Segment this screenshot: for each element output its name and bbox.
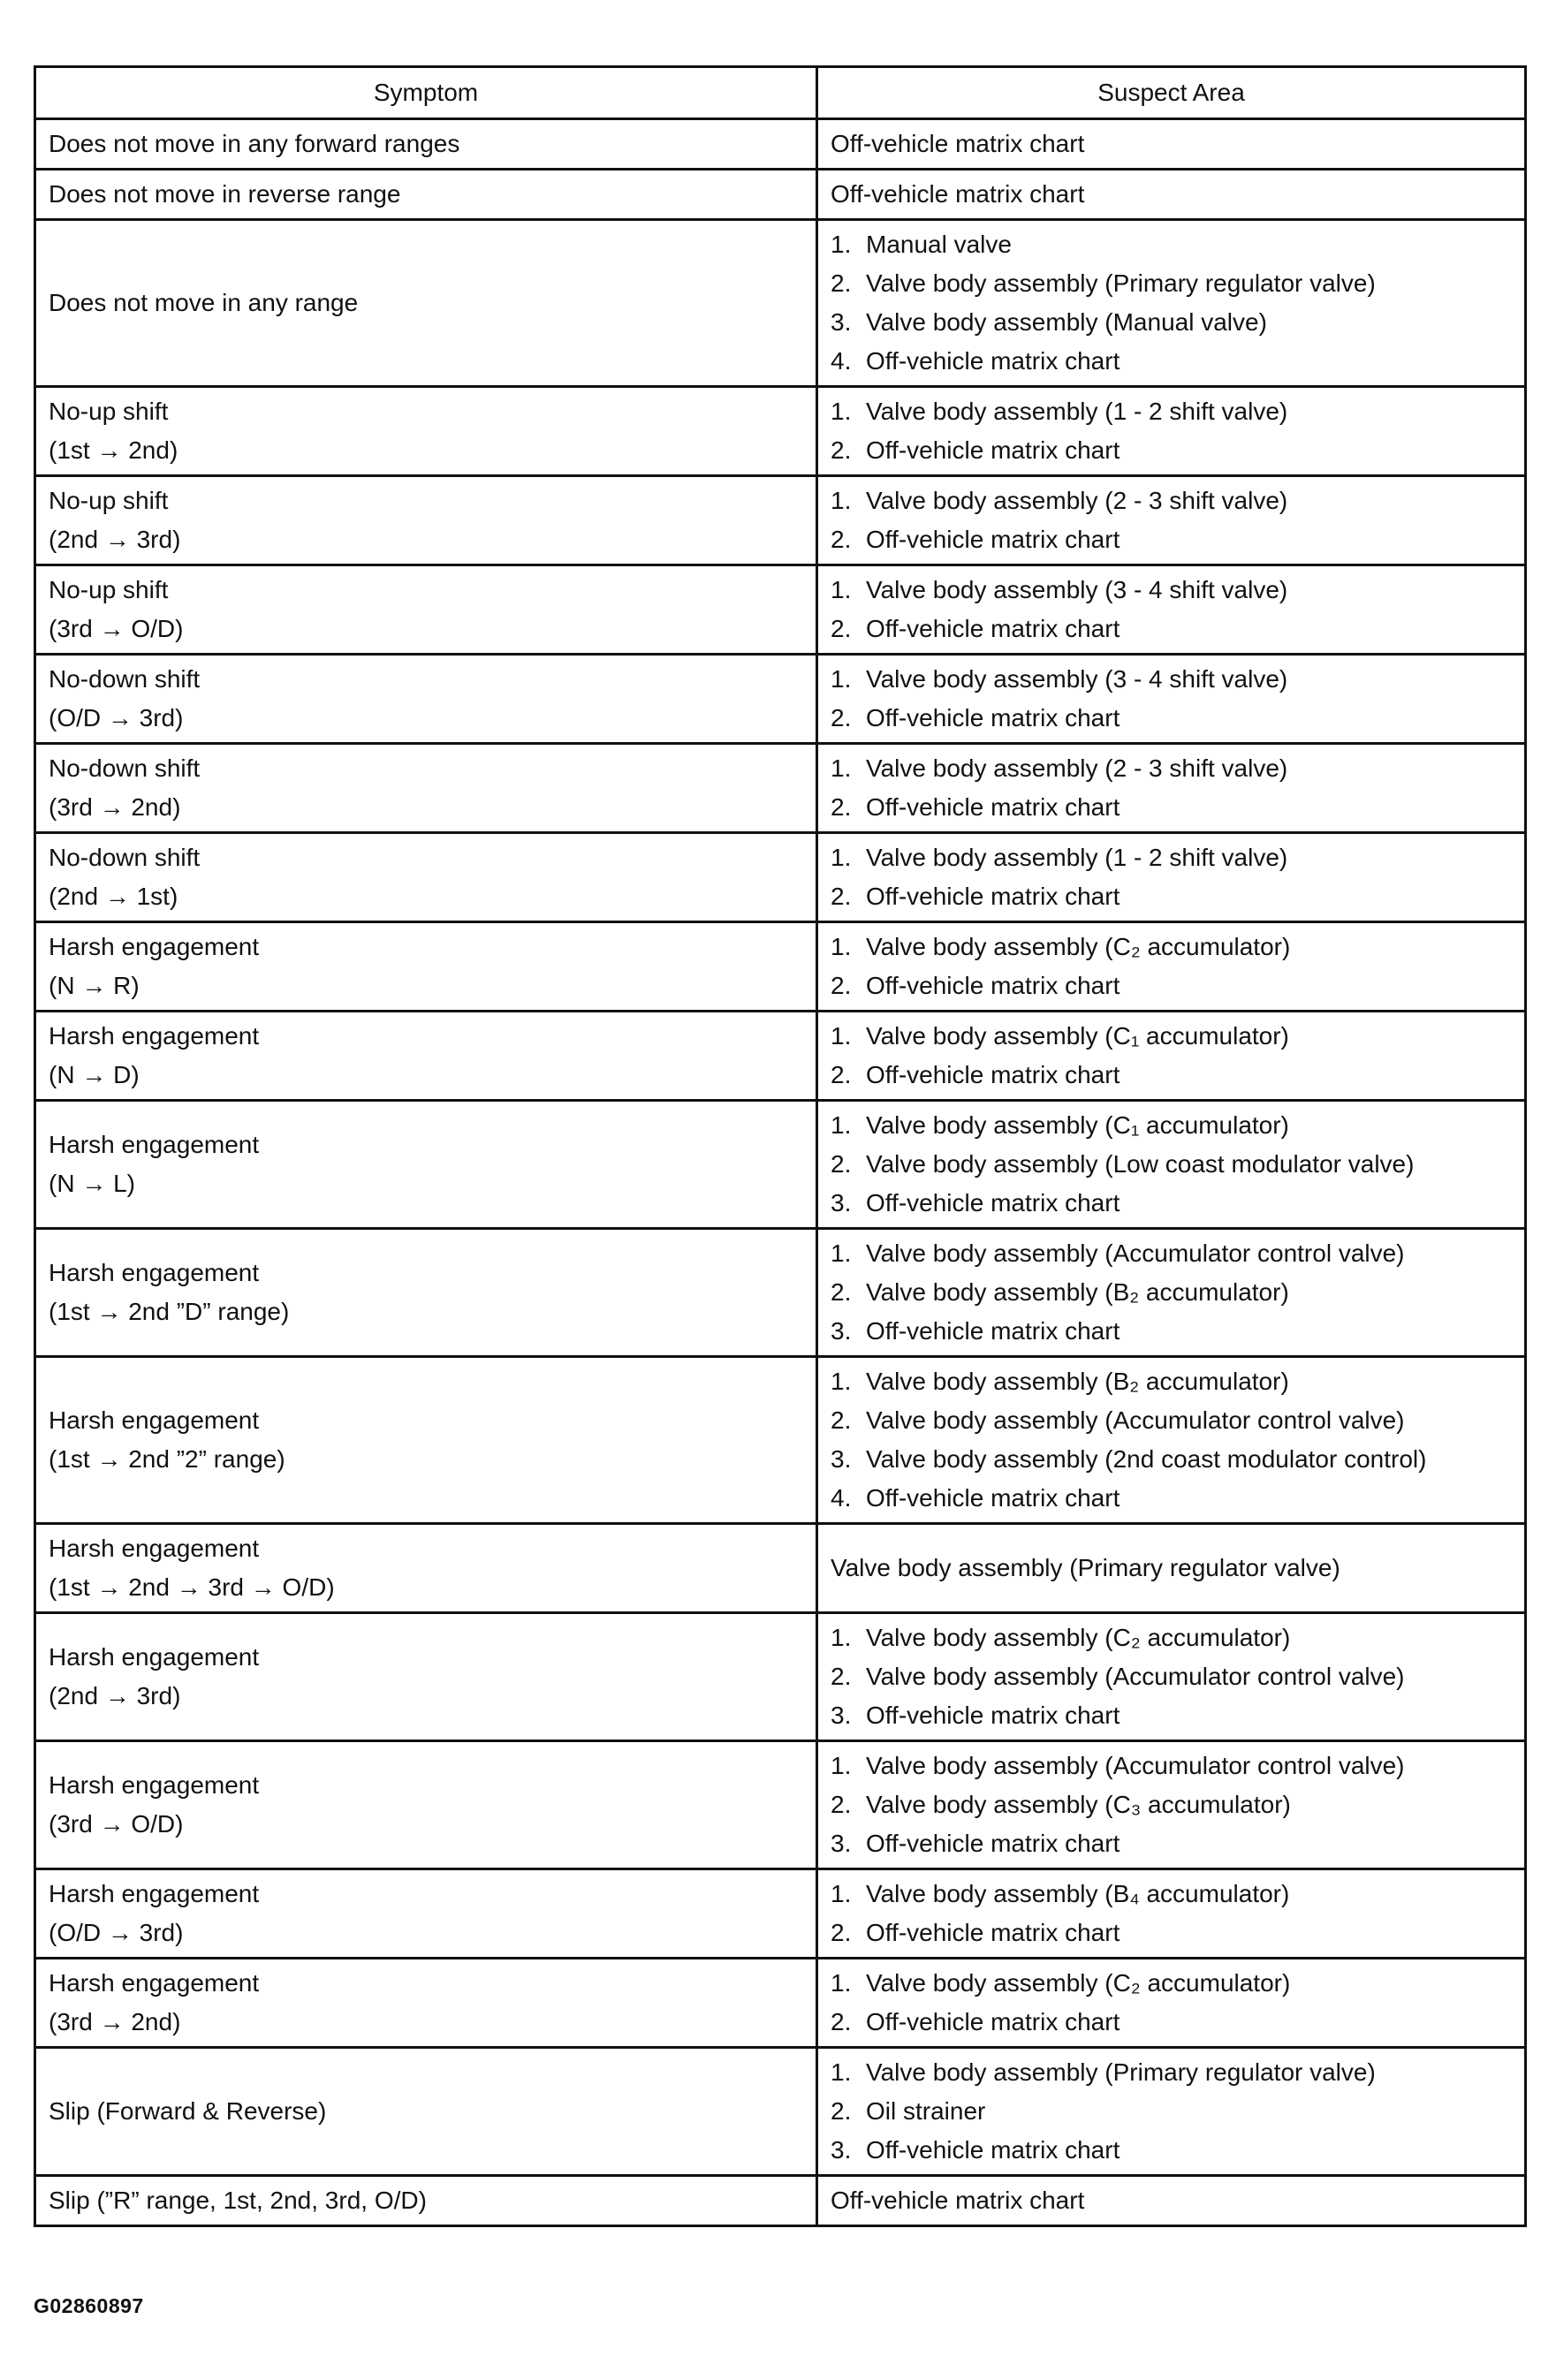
suspect-area-item xyxy=(831,1106,1512,1145)
suspect-area-text: Valve body assembly (B₄ accumulator) xyxy=(866,1880,1290,1907)
suspect-area-text: Off-vehicle matrix chart xyxy=(866,2136,1120,2164)
table-row xyxy=(35,1012,1526,1101)
suspect-area-text: Valve body assembly (Accumulator control valve) xyxy=(866,1663,1405,1690)
table-row xyxy=(35,1524,1526,1613)
symptom-text: Harsh engagement xyxy=(49,1131,260,1158)
symptom-text: (O/D → 3rd) xyxy=(49,1919,184,1946)
suspect-area-text: Valve body assembly (Low coast modulator valve) xyxy=(866,1150,1415,1178)
symptom-text: Harsh engagement xyxy=(49,1022,260,1050)
suspect-area-cell xyxy=(817,655,1526,744)
suspect-area-item xyxy=(831,610,1512,648)
suspect-area-text: Valve body assembly (2 - 3 shift valve) xyxy=(866,487,1288,514)
suspect-area-text: Valve body assembly (C₁ accumulator) xyxy=(866,1111,1289,1139)
symptom-text: No-down shift xyxy=(49,754,201,782)
item-number: 2. xyxy=(831,1150,852,1178)
symptom-text: Harsh engagement xyxy=(49,1969,260,1997)
table-row xyxy=(35,1357,1526,1524)
suspect-area-cell xyxy=(817,1741,1526,1869)
symptom-text: Does not move in reverse range xyxy=(49,180,401,208)
suspect-area-item xyxy=(831,877,1512,916)
suspect-area-cell xyxy=(817,170,1526,220)
item-number: 1. xyxy=(831,398,852,425)
suspect-area-item xyxy=(831,1362,1512,1401)
suspect-area-cell xyxy=(817,1959,1526,2048)
item-number: 1. xyxy=(831,933,852,960)
suspect-area-text: Off-vehicle matrix chart xyxy=(866,1484,1120,1512)
suspect-area-text: Valve body assembly (C₂ accumulator) xyxy=(866,1624,1291,1651)
symptom-text: Harsh engagement xyxy=(49,1771,260,1799)
symptom-cell xyxy=(35,565,817,655)
item-number: 3. xyxy=(831,1702,852,1729)
table-row xyxy=(35,565,1526,655)
item-number: 2. xyxy=(831,2097,852,2125)
suspect-area-text: Off-vehicle matrix chart xyxy=(866,347,1120,375)
item-number: 1. xyxy=(831,754,852,782)
item-number: 1. xyxy=(831,1752,852,1779)
item-number: 2. xyxy=(831,1663,852,1690)
symptom-text: (1st → 2nd) xyxy=(49,436,178,464)
troubleshooting-table xyxy=(34,65,1527,2227)
suspect-area-item xyxy=(831,392,1512,431)
item-number: 1. xyxy=(831,1111,852,1139)
suspect-area-item xyxy=(831,1056,1512,1095)
item-number: 3. xyxy=(831,1317,852,1345)
suspect-area-item xyxy=(831,2181,1512,2220)
symptom-cell xyxy=(35,1357,817,1524)
suspect-area-text: Manual valve xyxy=(866,231,1012,258)
suspect-area-item xyxy=(831,1914,1512,1952)
suspect-area-item xyxy=(831,342,1512,381)
suspect-area-cell xyxy=(817,565,1526,655)
suspect-area-text: Valve body assembly (2 - 3 shift valve) xyxy=(866,754,1288,782)
table-row xyxy=(35,2176,1526,2226)
suspect-area-item xyxy=(831,571,1512,610)
suspect-area-text: Valve body assembly (B₂ accumulator) xyxy=(866,1278,1289,1306)
suspect-area-text: Off-vehicle matrix chart xyxy=(831,180,1085,208)
suspect-area-text: Off-vehicle matrix chart xyxy=(866,883,1120,910)
item-number: 2. xyxy=(831,793,852,821)
suspect-area-text: Off-vehicle matrix chart xyxy=(866,1061,1120,1088)
item-number: 1. xyxy=(831,1368,852,1395)
suspect-area-item xyxy=(831,1747,1512,1785)
suspect-area-item xyxy=(831,1312,1512,1351)
item-number: 2. xyxy=(831,704,852,731)
suspect-area-item xyxy=(831,481,1512,520)
symptom-text: (3rd → O/D) xyxy=(49,615,184,642)
symptom-cell xyxy=(35,1613,817,1741)
item-number: 1. xyxy=(831,2058,852,2086)
item-number: 1. xyxy=(831,1624,852,1651)
suspect-area-cell xyxy=(817,1012,1526,1101)
suspect-area-cell xyxy=(817,387,1526,476)
item-number: 1. xyxy=(831,665,852,693)
symptom-cell xyxy=(35,476,817,565)
item-number: 2. xyxy=(831,526,852,553)
suspect-area-cell xyxy=(817,119,1526,170)
item-number: 2. xyxy=(831,436,852,464)
suspect-area-text: Off-vehicle matrix chart xyxy=(866,615,1120,642)
suspect-area-cell xyxy=(817,1101,1526,1229)
item-number: 2. xyxy=(831,269,852,297)
symptom-cell xyxy=(35,1229,817,1357)
suspect-area-text: Valve body assembly (1 - 2 shift valve) xyxy=(866,844,1288,871)
item-number: 1. xyxy=(831,576,852,603)
suspect-area-text: Valve body assembly (2nd coast modulator control) xyxy=(866,1445,1427,1473)
suspect-area-item xyxy=(831,431,1512,470)
symptom-text: Does not move in any range xyxy=(49,289,359,316)
suspect-area-item xyxy=(831,1234,1512,1273)
table-row xyxy=(35,220,1526,387)
symptom-text: (1st → 2nd ”D” range) xyxy=(49,1298,290,1325)
item-number: 4. xyxy=(831,1484,852,1512)
symptom-text: Harsh engagement xyxy=(49,1406,260,1434)
suspect-area-cell xyxy=(817,2048,1526,2176)
suspect-area-text: Valve body assembly (Accumulator control valve) xyxy=(866,1239,1405,1267)
suspect-area-text: Valve body assembly (Accumulator control valve) xyxy=(866,1752,1405,1779)
suspect-area-text: Off-vehicle matrix chart xyxy=(831,130,1085,157)
symptom-text: No-up shift xyxy=(49,398,169,425)
suspect-area-item xyxy=(831,699,1512,738)
item-number: 2. xyxy=(831,1406,852,1434)
symptom-cell xyxy=(35,744,817,833)
suspect-area-cell xyxy=(817,1524,1526,1613)
symptom-cell xyxy=(35,833,817,922)
table-row xyxy=(35,1959,1526,2048)
suspect-area-item xyxy=(831,1696,1512,1735)
suspect-area-cell xyxy=(817,744,1526,833)
suspect-area-item xyxy=(831,1657,1512,1696)
item-number: 1. xyxy=(831,1880,852,1907)
symptom-text: Slip (”R” range, 1st, 2nd, 3rd, O/D) xyxy=(49,2187,427,2214)
item-number: 2. xyxy=(831,2008,852,2035)
symptom-text: (3rd → 2nd) xyxy=(49,793,181,821)
table-row xyxy=(35,833,1526,922)
suspect-area-item xyxy=(831,1401,1512,1440)
item-number: 2. xyxy=(831,1919,852,1946)
table-row xyxy=(35,744,1526,833)
table-row xyxy=(35,655,1526,744)
suspect-area-item xyxy=(831,788,1512,827)
suspect-area-item xyxy=(831,928,1512,966)
suspect-area-item xyxy=(831,2092,1512,2131)
table-header-row xyxy=(35,67,1526,119)
suspect-area-item xyxy=(831,660,1512,699)
item-number: 1. xyxy=(831,231,852,258)
suspect-area-item xyxy=(831,1273,1512,1312)
symptom-cell xyxy=(35,1741,817,1869)
table-row xyxy=(35,1741,1526,1869)
suspect-area-item xyxy=(831,1017,1512,1056)
table-row xyxy=(35,1101,1526,1229)
symptom-text: No-down shift xyxy=(49,665,201,693)
item-number: 1. xyxy=(831,1022,852,1050)
symptom-text: Slip (Forward & Reverse) xyxy=(49,2097,327,2125)
suspect-area-item xyxy=(831,2003,1512,2042)
table-body xyxy=(35,119,1526,2226)
suspect-area-item xyxy=(831,175,1512,214)
table-row xyxy=(35,1229,1526,1357)
suspect-area-text: Valve body assembly (C₂ accumulator) xyxy=(866,933,1291,960)
suspect-area-cell xyxy=(817,833,1526,922)
suspect-area-text: Valve body assembly (C₃ accumulator) xyxy=(866,1791,1291,1818)
suspect-area-item xyxy=(831,520,1512,559)
suspect-area-text: Off-vehicle matrix chart xyxy=(866,1919,1120,1946)
symptom-cell xyxy=(35,119,817,170)
suspect-area-item xyxy=(831,2131,1512,2170)
table-row xyxy=(35,922,1526,1012)
suspect-area-item xyxy=(831,1964,1512,2003)
table-row xyxy=(35,1869,1526,1959)
suspect-area-item xyxy=(831,1184,1512,1223)
symptom-cell xyxy=(35,220,817,387)
suspect-area-text: Valve body assembly (Primary regulator valve) xyxy=(831,1554,1340,1581)
suspect-area-text: Off-vehicle matrix chart xyxy=(831,2187,1085,2214)
header-suspect-area: Suspect Area xyxy=(817,67,1526,119)
item-number: 1. xyxy=(831,487,852,514)
symptom-text: (2nd → 1st) xyxy=(49,883,178,910)
suspect-area-text: Valve body assembly (3 - 4 shift valve) xyxy=(866,576,1288,603)
symptom-text: Harsh engagement xyxy=(49,1643,260,1671)
suspect-area-item xyxy=(831,1785,1512,1824)
symptom-cell xyxy=(35,1869,817,1959)
symptom-text: (N → R) xyxy=(49,972,140,999)
symptom-text: (1st → 2nd ”2” range) xyxy=(49,1445,285,1473)
item-number: 1. xyxy=(831,1239,852,1267)
suspect-area-cell xyxy=(817,476,1526,565)
table-row xyxy=(35,119,1526,170)
symptom-text: (1st → 2nd → 3rd → O/D) xyxy=(49,1573,335,1601)
item-number: 2. xyxy=(831,1791,852,1818)
symptom-text: (2nd → 3rd) xyxy=(49,526,181,553)
table-row xyxy=(35,476,1526,565)
item-number: 1. xyxy=(831,844,852,871)
suspect-area-text: Valve body assembly (B₂ accumulator) xyxy=(866,1368,1289,1395)
symptom-cell xyxy=(35,1524,817,1613)
suspect-area-text: Valve body assembly (Manual valve) xyxy=(866,308,1267,336)
symptom-text: (2nd → 3rd) xyxy=(49,1682,181,1709)
suspect-area-text: Valve body assembly (Accumulator control valve) xyxy=(866,1406,1405,1434)
symptom-cell xyxy=(35,2048,817,2176)
suspect-area-item xyxy=(831,1440,1512,1479)
table-row xyxy=(35,2048,1526,2176)
suspect-area-cell xyxy=(817,220,1526,387)
suspect-area-item xyxy=(831,225,1512,264)
item-number: 3. xyxy=(831,2136,852,2164)
symptom-text: (3rd → 2nd) xyxy=(49,2008,181,2035)
suspect-area-text: Valve body assembly (Primary regulator valve) xyxy=(866,269,1376,297)
suspect-area-item xyxy=(831,303,1512,342)
symptom-cell xyxy=(35,1959,817,2048)
symptom-cell xyxy=(35,387,817,476)
suspect-area-text: Off-vehicle matrix chart xyxy=(866,1702,1120,1729)
figure-code: G02860897 xyxy=(34,2294,144,2317)
symptom-text: Harsh engagement xyxy=(49,1880,260,1907)
suspect-area-text: Off-vehicle matrix chart xyxy=(866,704,1120,731)
suspect-area-item xyxy=(831,1618,1512,1657)
suspect-area-item xyxy=(831,1875,1512,1914)
header-symptom: Symptom xyxy=(35,67,817,119)
item-number: 3. xyxy=(831,1830,852,1857)
item-number: 3. xyxy=(831,1189,852,1217)
item-number: 3. xyxy=(831,308,852,336)
suspect-area-item xyxy=(831,966,1512,1005)
symptom-cell xyxy=(35,655,817,744)
suspect-area-item xyxy=(831,749,1512,788)
suspect-area-item xyxy=(831,2053,1512,2092)
symptom-cell xyxy=(35,1012,817,1101)
suspect-area-text: Valve body assembly (1 - 2 shift valve) xyxy=(866,398,1288,425)
suspect-area-cell xyxy=(817,2176,1526,2226)
suspect-area-cell xyxy=(817,1229,1526,1357)
suspect-area-text: Off-vehicle matrix chart xyxy=(866,972,1120,999)
symptom-text: No-up shift xyxy=(49,487,169,514)
symptom-text: (N → L) xyxy=(49,1170,135,1197)
suspect-area-text: Off-vehicle matrix chart xyxy=(866,1189,1120,1217)
suspect-area-text: Valve body assembly (C₂ accumulator) xyxy=(866,1969,1291,1997)
table-row xyxy=(35,387,1526,476)
suspect-area-item xyxy=(831,264,1512,303)
item-number: 2. xyxy=(831,972,852,999)
symptom-cell xyxy=(35,170,817,220)
suspect-area-text: Off-vehicle matrix chart xyxy=(866,526,1120,553)
item-number: 4. xyxy=(831,347,852,375)
table-row xyxy=(35,170,1526,220)
item-number: 2. xyxy=(831,615,852,642)
symptom-text: Does not move in any forward ranges xyxy=(49,130,460,157)
suspect-area-text: Valve body assembly (C₁ accumulator) xyxy=(866,1022,1289,1050)
suspect-area-item xyxy=(831,1824,1512,1863)
symptom-text: Harsh engagement xyxy=(49,1259,260,1286)
item-number: 2. xyxy=(831,883,852,910)
suspect-area-item xyxy=(831,1479,1512,1518)
symptom-cell xyxy=(35,922,817,1012)
item-number: 2. xyxy=(831,1278,852,1306)
suspect-area-cell xyxy=(817,1357,1526,1524)
suspect-area-text: Off-vehicle matrix chart xyxy=(866,436,1120,464)
symptom-text: (N → D) xyxy=(49,1061,140,1088)
symptom-text: Harsh engagement xyxy=(49,1535,260,1562)
symptom-text: No-down shift xyxy=(49,844,201,871)
table-row xyxy=(35,1613,1526,1741)
symptom-text: (3rd → O/D) xyxy=(49,1810,184,1838)
suspect-area-cell xyxy=(817,1869,1526,1959)
symptom-cell xyxy=(35,2176,817,2226)
suspect-area-item xyxy=(831,838,1512,877)
symptom-cell xyxy=(35,1101,817,1229)
suspect-area-text: Off-vehicle matrix chart xyxy=(866,793,1120,821)
symptom-text: (O/D → 3rd) xyxy=(49,704,184,731)
suspect-area-text: Off-vehicle matrix chart xyxy=(866,1317,1120,1345)
suspect-area-text: Valve body assembly (Primary regulator valve) xyxy=(866,2058,1376,2086)
suspect-area-item xyxy=(831,1549,1512,1588)
suspect-area-text: Off-vehicle matrix chart xyxy=(866,2008,1120,2035)
symptom-text: Harsh engagement xyxy=(49,933,260,960)
item-number: 2. xyxy=(831,1061,852,1088)
item-number: 1. xyxy=(831,1969,852,1997)
symptom-text: No-up shift xyxy=(49,576,169,603)
item-number: 3. xyxy=(831,1445,852,1473)
suspect-area-item xyxy=(831,1145,1512,1184)
suspect-area-cell xyxy=(817,1613,1526,1741)
suspect-area-text: Off-vehicle matrix chart xyxy=(866,1830,1120,1857)
suspect-area-item xyxy=(831,125,1512,163)
suspect-area-text: Oil strainer xyxy=(866,2097,986,2125)
suspect-area-cell xyxy=(817,922,1526,1012)
suspect-area-text: Valve body assembly (3 - 4 shift valve) xyxy=(866,665,1288,693)
